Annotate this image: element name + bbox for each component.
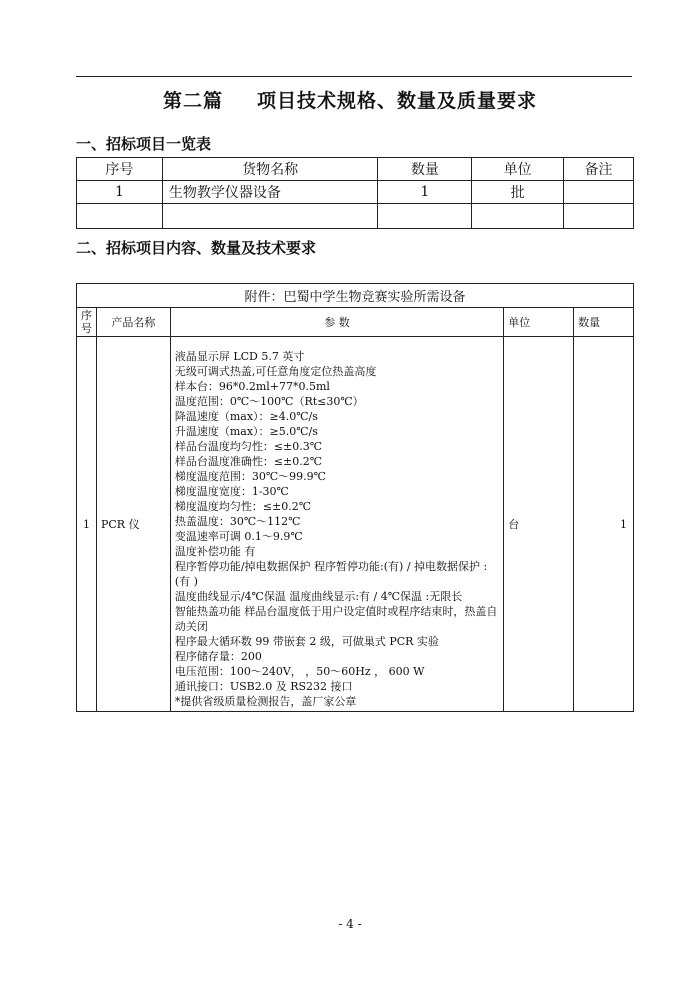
cell-unit: 批	[472, 181, 564, 204]
top-rule	[76, 76, 632, 77]
col-unit: 单位	[472, 158, 564, 181]
param-line: 变温速率可调 0.1～9.9℃	[174, 530, 303, 543]
cell-unit: 台	[504, 337, 574, 712]
param-line: 样品台温度均匀性：≤±0.3℃	[174, 440, 323, 453]
cell-quantity: 1	[378, 181, 472, 204]
table-row	[77, 337, 634, 712]
param-line: 程序最大循环数 99 带嵌套 2 级，可做巢式 PCR 实验	[174, 635, 439, 648]
col-seq: 序号	[77, 158, 163, 181]
title-text: 项目技术规格、数量及质量要求	[257, 90, 538, 112]
page-title	[0, 86, 700, 113]
cell-remark	[564, 181, 634, 204]
cell-seq: 1	[77, 337, 97, 712]
cell-params	[170, 337, 503, 712]
param-line: 梯度温度范围：30℃～99.9℃	[174, 470, 326, 483]
param-line: *提供省级质量检测报告，盖厂家公章	[174, 695, 357, 708]
table-row	[77, 181, 634, 204]
param-line: 梯度温度均匀性：≤±0.2℃	[174, 500, 312, 513]
table-header-row	[77, 308, 634, 337]
cell-seq: 1	[77, 181, 163, 204]
col-product-name: 产品名称	[96, 308, 170, 337]
bid-items-table	[76, 157, 634, 229]
equipment-spec-table	[76, 283, 634, 712]
param-line: 液晶显示屏 LCD 5.7 英寸	[174, 350, 305, 363]
page-number: - 4 -	[338, 917, 362, 931]
col-quantity: 数量	[378, 158, 472, 181]
param-line: 通讯接口：USB2.0 及 RS232 接口	[174, 680, 353, 693]
param-line: 程序储存量：200	[174, 650, 262, 663]
part-label: 第二篇	[162, 90, 223, 112]
table-header-row	[77, 158, 634, 181]
cell-product-name: PCR 仪	[96, 337, 170, 712]
param-line: 电压范围：100～240V， ，50～60Hz ， 600 W	[174, 665, 425, 678]
param-line: 样本台：96*0.2ml+77*0.5ml	[174, 380, 330, 393]
table-row-empty	[77, 204, 634, 229]
param-line: 温度补偿功能 有	[174, 545, 256, 558]
param-line: 梯度温度宽度：1-30℃	[174, 485, 289, 498]
param-line: 降温速度（max）：≥4.0℃/s	[174, 410, 318, 423]
col-seq: 序号	[77, 308, 97, 337]
col-remark: 备注	[564, 158, 634, 181]
param-line: 程序暂停功能/掉电数据保护 程序暂停功能:(有) / 掉电数据保护 :(有 )	[174, 560, 488, 588]
param-line: 无级可调式热盖,可任意角度定位热盖高度	[174, 365, 377, 378]
col-quantity: 数量	[574, 308, 634, 337]
col-unit: 单位	[504, 308, 574, 337]
col-params: 参 数	[170, 308, 503, 337]
cell-quantity: 1	[574, 337, 634, 712]
param-line: 样品台温度准确性：≤±0.2℃	[174, 455, 323, 468]
param-line: 温度范围：0℃～100℃（Rt≤30℃）	[174, 395, 364, 408]
cell-goods-name: 生物教学仪器设备	[162, 181, 378, 204]
param-line: 升温速度（max）：≥5.0℃/s	[174, 425, 318, 438]
col-goods-name: 货物名称	[162, 158, 378, 181]
param-line: 智能热盖功能 样品台温度低于用户设定值时或程序结束时，热盖自动关闭	[174, 605, 498, 633]
section2-heading: 二、招标项目内容、数量及技术要求	[76, 239, 317, 257]
table-caption: 附件：巴蜀中学生物竞赛实验所需设备	[77, 284, 634, 308]
param-line: 热盖温度：30℃～112℃	[174, 515, 301, 528]
param-line: 温度曲线显示/4℃保温 温度曲线显示:有 / 4℃保温 :无限长	[174, 590, 463, 603]
section1-heading: 一、招标项目一览表	[76, 135, 212, 153]
